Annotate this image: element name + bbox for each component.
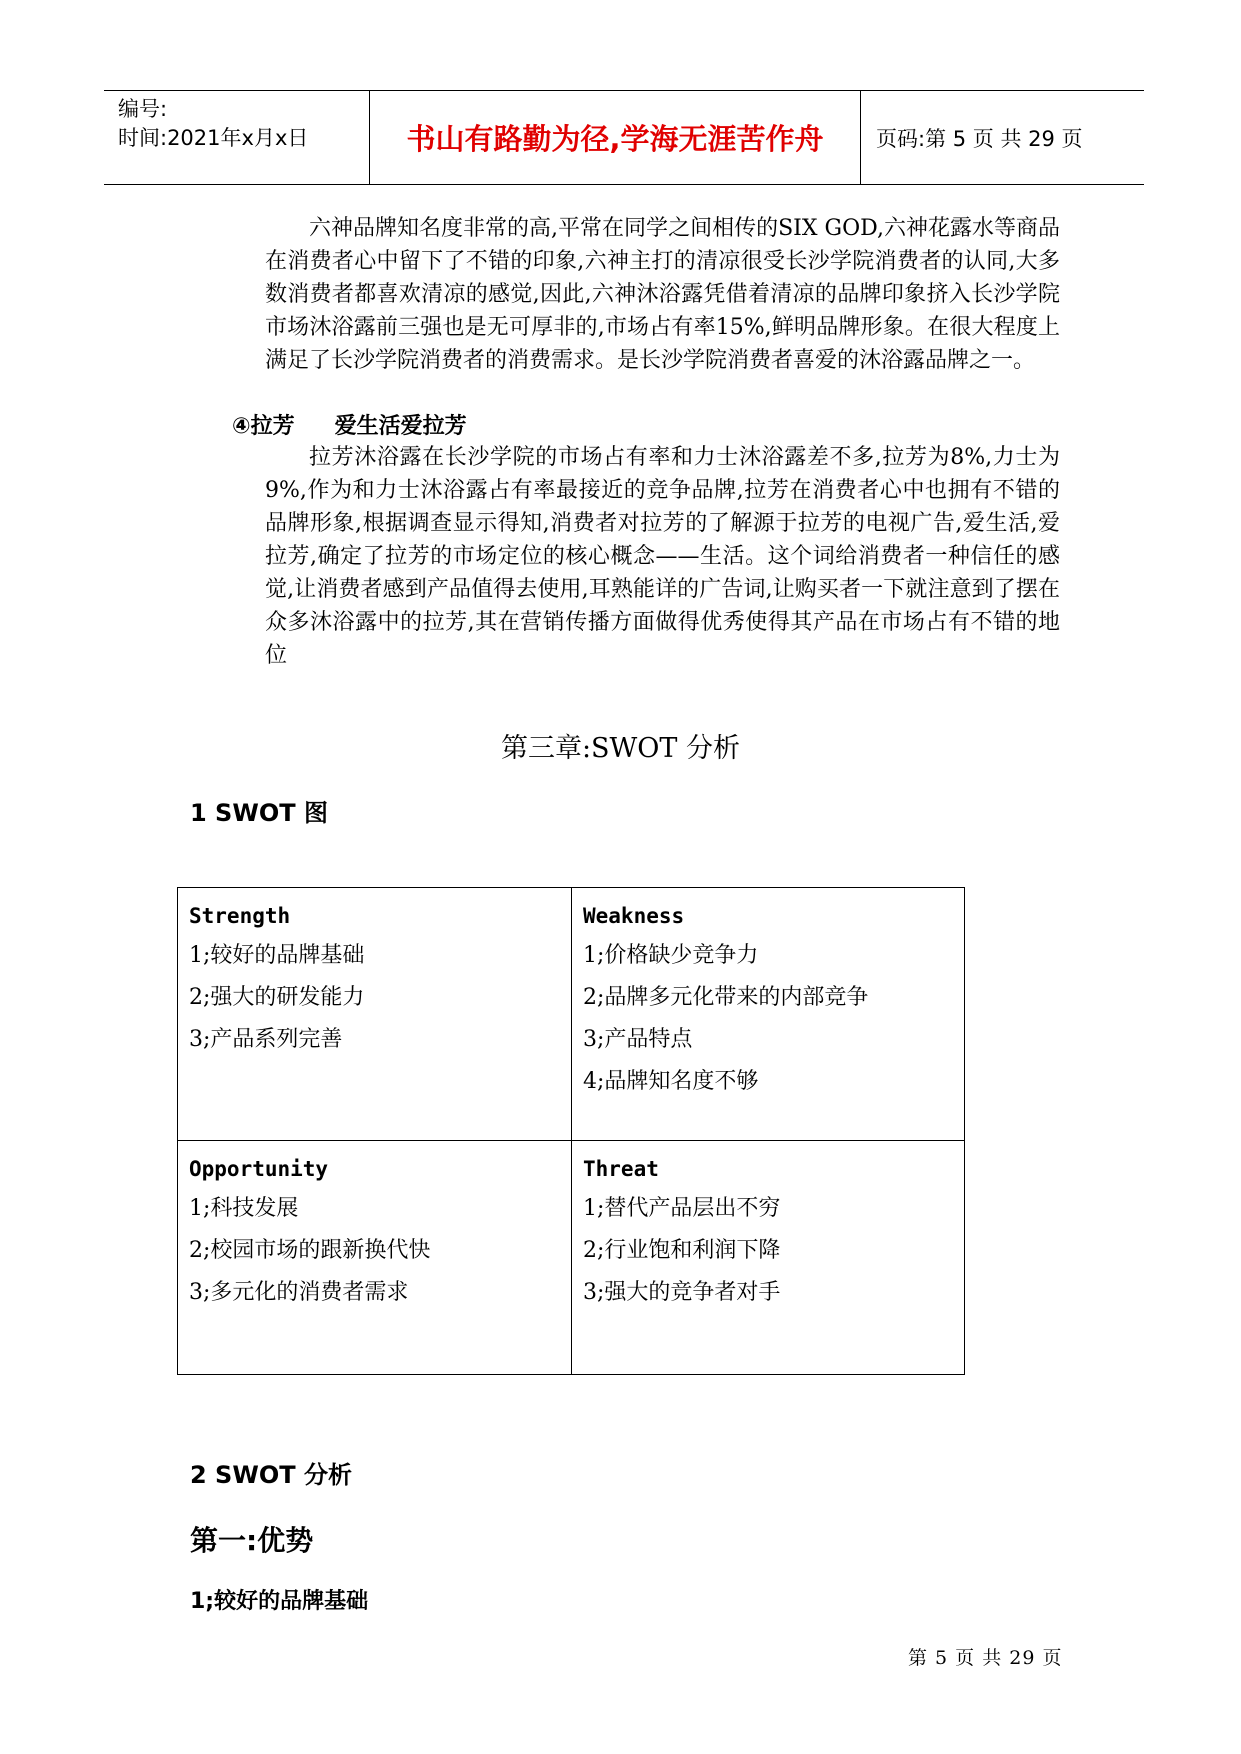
page-footer: 第 5 页 共 29 页 — [908, 1647, 1063, 1669]
list-item: 3;产品特点 — [583, 1027, 693, 1052]
paragraph-lafang — [265, 441, 1060, 672]
paragraph-liushen — [265, 212, 1060, 377]
list-item: 1;科技发展 — [189, 1196, 299, 1221]
swot-cell-weakness — [583, 898, 868, 1103]
list-item: 2;行业饱和利润下降 — [583, 1238, 781, 1263]
advantage-item-heading: 1;较好的品牌基础 — [190, 1589, 369, 1614]
section-heading-swot-chart: 1 SWOT 图 — [190, 799, 328, 827]
swot-table — [177, 887, 965, 1375]
subheading-brand: ④拉芳 — [232, 414, 295, 439]
paragraph-text: 六神品牌知名度非常的高,平常在同学之间相传的SIX GOD,六神花露水等商品在消费者心中留下了不错的印象,六神主打的清凉很受长沙学院消费者的认同,大多数消费者都喜欢清凉的感觉,因此,六神沐浴露凭借着清凉的品牌印象挤入长沙学院市场沐浴露前三强也是无可厚非的,市场占有率15%,鲜明品牌形象。在很大程度上满足了长沙学院消费者的消费需求。是长沙学院消费者喜爱的沐浴露品牌之一。 — [265, 216, 1060, 373]
subheading-lafang — [232, 409, 467, 440]
cell-title: Weakness — [583, 904, 685, 928]
page-header — [104, 90, 1144, 185]
cell-title: Opportunity — [189, 1157, 329, 1181]
paragraph-text: 拉芳沐浴露在长沙学院的市场占有率和力士沐浴露差不多,拉芳为8%,力士为9%,作为和力士沐浴露占有率最接近的竞争品牌,拉芳在消费者心中也拥有不错的品牌形象,根据调查显示得知,消费者对拉芳的了解源于拉芳的电视广告,爱生活,爱拉芳,确定了拉芳的市场定位的核心概念——生活。这个词给消费者一种信任的感觉,让消费者感到产品值得去使用,耳熟能详的广告词,让购买者一下就注意到了摆在众多沐浴露中的拉芳,其在营销传播方面做得优秀使得其产品在市场占有不错的地位 — [265, 445, 1060, 668]
header-meta — [118, 95, 308, 153]
section-heading-swot-analysis: 2 SWOT 分析 — [190, 1461, 352, 1489]
table-divider — [571, 888, 572, 1374]
list-item: 2;强大的研发能力 — [189, 985, 365, 1010]
list-item: 3;强大的竞争者对手 — [583, 1280, 781, 1305]
list-item: 3;多元化的消费者需求 — [189, 1280, 409, 1305]
chapter-title: 第三章:SWOT 分析 — [500, 733, 741, 764]
cell-title: Threat — [583, 1157, 659, 1181]
header-motto: 书山有路勤为径,学海无涯苦作舟 — [406, 122, 824, 156]
list-item: 1;替代产品层出不穷 — [583, 1196, 781, 1221]
swot-cell-strength — [189, 898, 364, 1061]
list-item: 1;较好的品牌基础 — [189, 943, 365, 968]
table-divider — [178, 1140, 964, 1141]
list-item: 4;品牌知名度不够 — [583, 1069, 759, 1094]
list-item: 2;品牌多元化带来的内部竞争 — [583, 985, 869, 1010]
list-item: 3;产品系列完善 — [189, 1027, 343, 1052]
list-item: 2;校园市场的跟新换代快 — [189, 1238, 431, 1263]
list-item: 1;价格缺少竞争力 — [583, 943, 759, 968]
header-page-label: 页码:第 5 页 共 29 页 — [876, 126, 1083, 151]
header-divider — [860, 91, 861, 184]
number-label: 编号: — [118, 97, 168, 121]
time-label: 时间:2021年x月x日 — [118, 126, 309, 150]
cell-title: Strength — [189, 904, 291, 928]
swot-cell-opportunity — [189, 1151, 430, 1314]
subheading-slogan: 爱生活爱拉芳 — [334, 414, 467, 439]
swot-cell-threat — [583, 1151, 780, 1314]
advantage-heading: 第一:优势 — [190, 1524, 314, 1557]
